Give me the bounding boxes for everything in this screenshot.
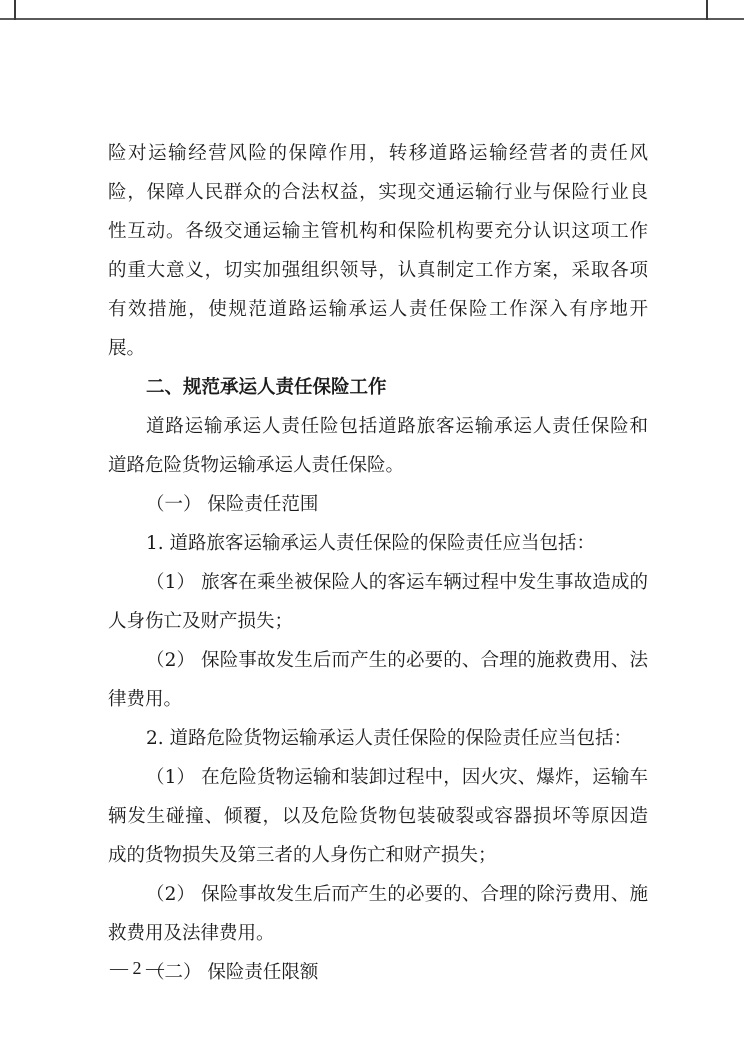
text-line: 律费用。 [108,689,183,710]
text-line: 险，保障人民群众的合法权益，实现交通运输行业与保险行业良 [108,182,648,203]
text-line: （1） 在危险货物运输和装卸过程中，因火灾、爆炸，运输车 [146,767,648,788]
text-line: 2. 道路危险货物运输承运人责任保险的保险责任应当包括： [146,728,633,749]
text-line: （2） 保险事故发生后而产生的必要的、合理的施救费用、法 [146,650,648,671]
text-line: 展。 [108,338,146,359]
text-line: （二） 保险责任限额 [146,962,319,983]
text-line: 的重大意义，切实加强组织领导，认真制定工作方案，采取各项 [108,260,648,281]
page-number: — 2 — [110,958,164,978]
text-line: 性互动。各级交通运输主管机构和保险机构要充分认识这项工作 [108,221,648,242]
text-line: 1. 道路旅客运输承运人责任保险的保险责任应当包括： [146,533,596,554]
text-line: （2） 保险事故发生后而产生的必要的、合理的除污费用、施 [146,884,648,905]
text-line: 有效措施，使规范道路运输承运人责任保险工作深入有序地开 [108,299,648,320]
scan-top-edge [0,0,744,22]
section-heading: 二、规范承运人责任保险工作 [146,377,387,398]
text-line: （1） 旅客在乘坐被保险人的客运车辆过程中发生事故造成的 [146,572,648,593]
text-line: （一） 保险责任范围 [146,494,319,515]
text-line: 险对运输经营风险的保障作用，转移道路运输经营者的责任风 [108,143,648,164]
document-body [108,134,648,992]
text-line: 道路危险货物运输承运人责任保险。 [108,455,405,476]
text-line: 成的货物损失及第三者的人身伤亡和财产损失； [108,845,497,866]
scan-edge-mark [706,0,708,20]
scan-edge-line [0,18,744,20]
scan-edge-mark [14,0,16,20]
text-line: 救费用及法律费用。 [108,923,275,944]
text-line: 道路运输承运人责任险包括道路旅客运输承运人责任保险和 [146,416,648,437]
text-line: 人身伤亡及财产损失； [108,611,294,632]
text-line: 辆发生碰撞、倾覆，以及危险货物包装破裂或容器损坏等原因造 [108,806,648,827]
